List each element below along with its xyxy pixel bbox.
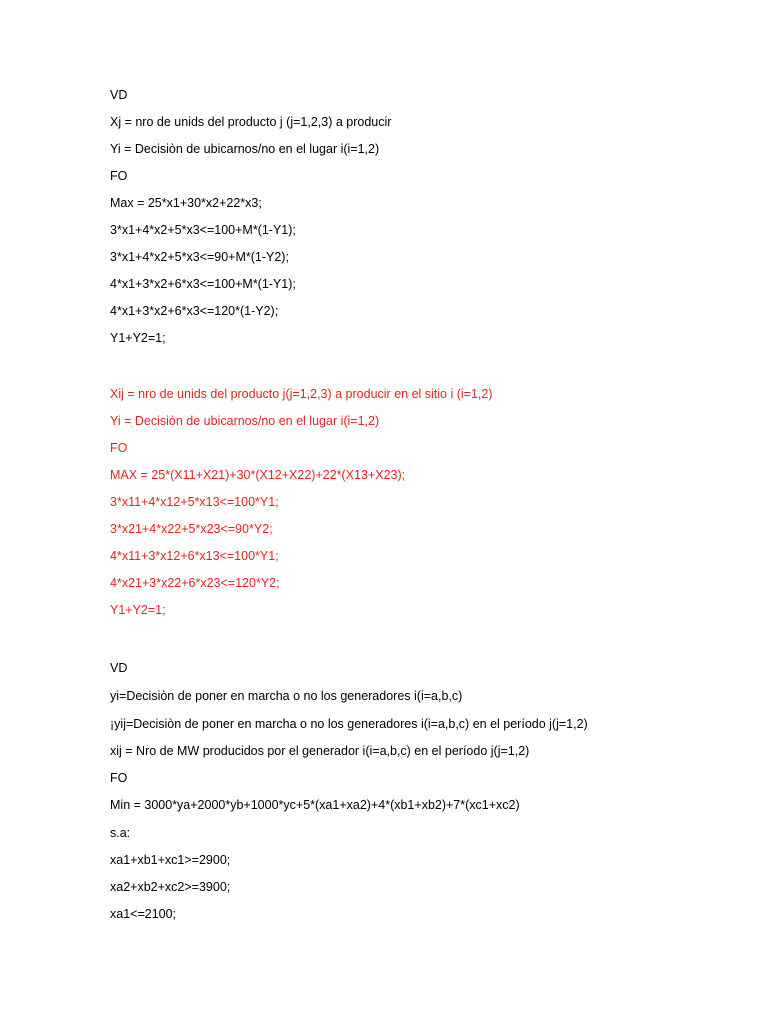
- constraint-line: xa2+xb2+xc2>=3900;: [110, 880, 231, 894]
- constraint-line: xa1+xb1+xc1>=2900;: [110, 853, 231, 867]
- constraint-line: 4*x1+3*x2+6*x3<=100+M*(1-Y1);: [110, 277, 296, 291]
- objective-line-red: MAX = 25*(X11+X21)+30*(X12+X22)+22*(X13+X23);: [110, 468, 406, 482]
- subject-to-label: s.a:: [110, 826, 131, 840]
- constraint-line-red: 3*x21+4*x22+5*x23<=90*Y2;: [110, 522, 273, 536]
- text-line: yi=Decisiòn de poner en marcha o no los generadores i(i=a,b,c): [110, 689, 463, 703]
- text-line: Xj = nro de unids del producto j (j=1,2,3) a producir: [110, 115, 392, 129]
- objective-line: Min = 3000*ya+2000*yb+1000*yc+5*(xa1+xa2)+4*(xb1+xb2)+7*(xc1+xc2): [110, 798, 520, 812]
- section-heading-fo: FO: [110, 169, 128, 183]
- text-line: Yi = Decisiòn de ubicarnos/no en el lugar i(i=1,2): [110, 142, 380, 156]
- objective-line: Max = 25*x1+30*x2+22*x3;: [110, 196, 262, 210]
- text-line: ¡yij=Decisiòn de poner en marcha o no los generadores i(i=a,b,c) en el período j(j=1,2): [110, 717, 588, 731]
- constraint-line-red: 4*x21+3*x22+6*x23<=120*Y2;: [110, 576, 280, 590]
- constraint-line-red: 3*x11+4*x12+5*x13<=100*Y1;: [110, 495, 279, 509]
- constraint-line: 3*x1+4*x2+5*x3<=90+M*(1-Y2);: [110, 250, 289, 264]
- constraint-line: 3*x1+4*x2+5*x3<=100+M*(1-Y1);: [110, 223, 296, 237]
- section-heading-vd: VD: [110, 88, 128, 102]
- text-line: xij = Nro de MW producidos por el generador i(i=a,b,c) en el período j(j=1,2): [110, 744, 530, 758]
- text-line-red: Yi = Decisiòn de ubicarnos/no en el lugar i(i=1,2): [110, 414, 380, 428]
- constraint-line: xa1<=2100;: [110, 907, 177, 921]
- constraint-line: 4*x1+3*x2+6*x3<=120*(1-Y2);: [110, 304, 279, 318]
- constraint-line-red: 4*x11+3*x12+6*x13<=100*Y1;: [110, 549, 279, 563]
- section-heading-vd: VD: [110, 661, 128, 675]
- constraint-line-red: Y1+Y2=1;: [110, 603, 166, 617]
- section-heading-fo: FO: [110, 771, 128, 785]
- constraint-line: Y1+Y2=1;: [110, 331, 166, 345]
- text-line-red: Xij = nro de unids del producto j(j=1,2,3) a producir en el sitio i (i=1,2): [110, 387, 493, 401]
- section-heading-fo-red: FO: [110, 441, 128, 455]
